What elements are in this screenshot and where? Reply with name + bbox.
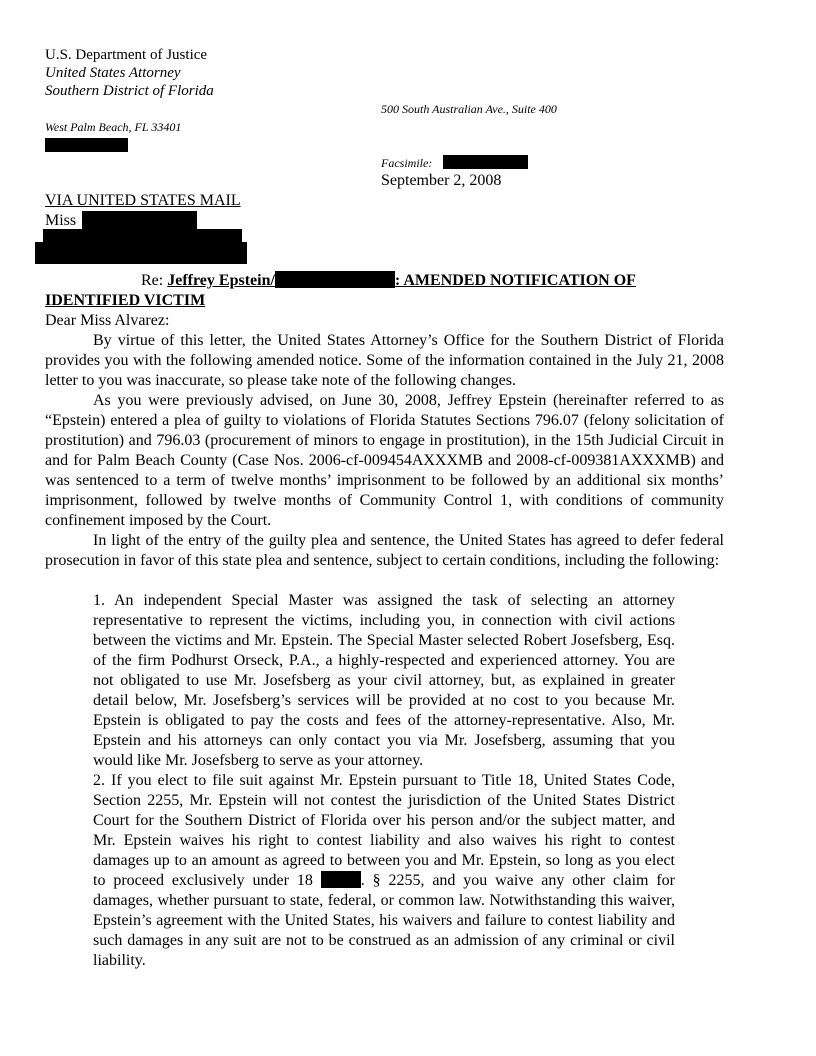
redaction-recipient-name bbox=[82, 211, 197, 230]
re-line bbox=[141, 271, 636, 291]
paragraph-deferral: In light of the entry of the guilty plea and sentence, the United States has agreed to defer federal prosecution in favor of this state plea and sentence, subject to certain conditions, including the following: bbox=[45, 532, 724, 569]
re-subject: : AMENDED NOTIFICATION OF bbox=[394, 272, 636, 289]
paragraph-notice: By virtue of this letter, the United States Attorney’s Office for the Southern District of Florida provides you with the following amended notice. Some of the information contained in the July 21, 2008 letter to you was inaccurate, so please take note of the following changes. bbox=[45, 332, 724, 389]
list-item-2-part2: . § 2255, and you waive any other claim for damages, whether pursuant to state, federal, or common law. Notwithstanding this waiver, Epstein’s agreement with the United States, his waivers and failure to contest liability and such damages in any suit are not to be construed as an admission of any criminal or civil liability. bbox=[93, 872, 675, 969]
redaction-usc bbox=[321, 871, 361, 888]
redaction-phone bbox=[45, 138, 128, 152]
department-name: U.S. Department of Justice bbox=[45, 47, 208, 63]
delivery-method: VIA UNITED STATES MAIL bbox=[45, 192, 241, 209]
re-name: Jeffrey Epstein/ bbox=[167, 272, 275, 289]
facsimile-label: Facsimile: bbox=[381, 156, 433, 170]
district-name: Southern District of Florida bbox=[45, 83, 214, 99]
greeting: Dear Miss Alvarez: bbox=[45, 312, 170, 329]
paragraph-plea: As you were previously advised, on June 30, 2008, Jeffrey Epstein (hereinafter referred to as “Epstein) entered a plea of guilty to violations of Florida Statutes Sections 796.07 (felony solicitation of prostitution) and 796.03 (procurement of minors to engage in prostitution), in the 15th Judicial Circuit in and for Palm Beach County (Case Nos. 2006-cf-009454AXXXMB and 2008-cf-009381AXXXMB) and was sentenced to a term of twelve months’ imprisonment to be followed by an additional six months’ imprisonment, followed by twelve months of Community Control 1, with conditions of community confinement imposed by the Court. bbox=[45, 392, 724, 529]
redaction-facsimile bbox=[443, 155, 528, 169]
re-prefix: Re: bbox=[141, 272, 168, 289]
redaction-address-line2 bbox=[35, 242, 247, 264]
list-item-2-part1: 2. If you elect to file suit against Mr. Epstein pursuant to Title 18, United States Code, Section 2255, Mr. Epstein will not contest the jurisdiction of the United States District Court for the Southern District of Florida over his person and/or the subject matter, and Mr. Epstein waives his right to contest liability and also waives his right to contest damages up to an amount as agreed to between you and Mr. Epstein, so long as you elect to proceed exclusively under 18 bbox=[93, 772, 675, 889]
re-subject-continued: IDENTIFIED VICTIM bbox=[45, 292, 206, 309]
list-item-2 bbox=[93, 771, 675, 971]
letter-body bbox=[45, 311, 724, 571]
street-address: 500 South Australian Ave., Suite 400 bbox=[381, 102, 557, 116]
letter-date: September 2, 2008 bbox=[381, 172, 502, 189]
city-address: West Palm Beach, FL 33401 bbox=[45, 120, 182, 134]
list-item-1: 1. An independent Special Master was assigned the task of selecting an attorney representative to represent the victims, including you, in connection with civil actions between the victims and Mr. Epstein. The Special Master selected Robert Josefsberg, Esq. of the firm Podhurst Orseck, P.A., a highly-respected and experienced attorney. You are not obligated to use Mr. Josefsberg as your civil attorney, but, as explained in greater detail below, Mr. Josefsberg’s services will be provided at no cost to you because Mr. Epstein is obligated to pay the costs and fees of the attorney-representative. Also, Mr. Epstein and his attorneys can only contact you via Mr. Josefsberg, assuming that you would like Mr. Josefsberg to serve as your attorney. bbox=[93, 592, 675, 769]
redaction-address-line1 bbox=[43, 229, 242, 243]
office-title: United States Attorney bbox=[45, 65, 181, 81]
redaction-victim-name bbox=[275, 271, 395, 288]
recipient-prefix: Miss bbox=[45, 212, 77, 229]
conditions-list bbox=[93, 591, 675, 971]
